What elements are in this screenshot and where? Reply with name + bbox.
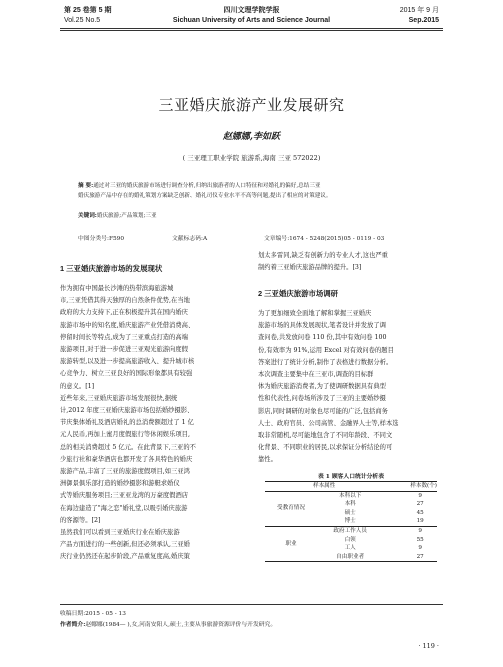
author-affiliation: ( 三亚理工职业学院 旅游系,海南 三亚 572022) bbox=[182, 154, 321, 162]
text-line: 制约着三亚婚庆旅游品牌的提升。[3] bbox=[258, 264, 362, 272]
table-row-value: 27 bbox=[416, 553, 424, 560]
text-line: 虽然我们可以看到三亚婚庆行业在婚庆旅游 bbox=[60, 529, 180, 537]
volume-en: Vol.25 No.5 bbox=[64, 17, 101, 24]
text-line: 计,2012 年度三亚婚庆旅游市场包括婚纱摄影、 bbox=[60, 407, 194, 415]
table-group-occupation: 职业 bbox=[285, 540, 297, 547]
text-line: 靠性。 bbox=[258, 456, 277, 464]
text-line: 在海边建造了"海之恋"婚礼堂,以吸引婚庆旅游 bbox=[60, 504, 188, 512]
text-line: 人士、政府官员、公司高管、金融界人士等,样本选 bbox=[258, 419, 399, 427]
text-line: 庆行业仍然还在起步阶段,产品重复度高,婚庆策 bbox=[60, 553, 190, 561]
text-line: 的意义。[1] bbox=[60, 382, 95, 390]
keywords-label: 关键词: bbox=[78, 213, 97, 219]
text-line: 划太多雷同,缺乏有创新力的专业人才,这也严重 bbox=[258, 252, 388, 259]
abstract-text-2: 婚庆旅游产品中存在的婚礼策划方案缺乏创新、婚礼司仪专业水平不高等问题,提出了相应的对策建议。 bbox=[78, 193, 332, 199]
journal-date bbox=[400, 6, 439, 26]
text-line: 式等婚庆服务项目;三亚亚龙湾的万豪度假酒店 bbox=[60, 492, 189, 500]
table-row-label: 本科以下 bbox=[338, 492, 362, 499]
text-line: 旅游市场的具体发展现状,笔者设计并发放了调 bbox=[258, 322, 386, 330]
text-line: 查问卷,共发放问卷 110 份,其中有效问卷 100 bbox=[258, 334, 387, 342]
table-row-label: 政府工作人员 bbox=[333, 527, 367, 534]
text-line: 旅游市场中的知名度,婚庆旅游产业凭借消费高、 bbox=[60, 321, 195, 329]
header-rule-thin bbox=[60, 30, 443, 31]
page-number: · 119 · bbox=[418, 642, 439, 650]
table-row-value: 55 bbox=[416, 536, 424, 543]
text-line: 节庆集体婚礼及酒店婚礼的总消费额超过了 1 亿 bbox=[60, 419, 194, 427]
article-number: 文章编号:1674 - 5248(2015)05 - 0119 - 03 bbox=[264, 236, 385, 242]
keywords-text: 婚庆旅游;产品策划;三亚 bbox=[96, 213, 157, 219]
document-code: 文献标志码:A bbox=[172, 236, 208, 242]
abstract-line-1 bbox=[78, 181, 428, 191]
text-line: 化背景、不同职业的居民,以求保证分析结论的可 bbox=[258, 444, 393, 452]
right-column-text-bottom bbox=[258, 308, 444, 467]
text-line: 取非常随机,尽可能地包含了不同年龄段、不同文 bbox=[258, 432, 393, 440]
text-line: 性和代表性,问卷场所涉及了三亚的主要婚纱摄 bbox=[258, 395, 386, 403]
left-column-text bbox=[60, 283, 247, 564]
section-2-heading: 2 三亚婚庆旅游市场调研 bbox=[258, 289, 339, 298]
author-bio-label: 作者简介: bbox=[60, 622, 86, 628]
table-row-label: 本科 bbox=[344, 501, 356, 508]
table-row-value: 9 bbox=[418, 492, 422, 499]
article-authors: 赵娜娜,李如跃 bbox=[222, 132, 281, 142]
text-line: 旅游转型,以及进一步提高旅游收入、提升城市核 bbox=[60, 358, 195, 366]
text-line: 体为婚庆旅游消费者,为了使调研数据具有典型 bbox=[258, 383, 386, 391]
text-line: 元人民币,再加上蜜月度假旅行等休闲娱乐项目, bbox=[60, 431, 190, 439]
text-line: 少旅行社和豪华酒店也都开发了各具特色的婚庆 bbox=[60, 455, 193, 463]
text-line: 影店,同时调研的对象也尽可能的广泛,包括商务 bbox=[258, 407, 388, 415]
table-header-count: 样本数(个) bbox=[410, 483, 437, 489]
date-cn: 2015 年 9 月 bbox=[399, 7, 439, 14]
date-en: Sep.2015 bbox=[408, 17, 439, 24]
text-line: 停留时间长等特点,成为了三亚重点打造的高端 bbox=[60, 333, 188, 341]
table-row-label: 硕士 bbox=[344, 509, 356, 516]
journal-name-en: Sichuan University of Arts and Science Journal bbox=[172, 17, 331, 24]
table-row-label: 博士 bbox=[344, 518, 356, 525]
table-header-attribute: 样本属性 bbox=[312, 483, 336, 489]
abstract bbox=[78, 181, 428, 201]
table-row-label: 白领 bbox=[344, 536, 356, 543]
text-line: 产品方面进行的一些创新,但还必须承认,三亚婚 bbox=[60, 541, 190, 549]
table-1-grid bbox=[265, 482, 437, 561]
text-line: 总的相关消费超过 5 亿元。在此背景下,三亚的不 bbox=[60, 443, 196, 451]
table-row-value: 45 bbox=[416, 509, 424, 516]
table-row-value: 9 bbox=[418, 545, 422, 552]
text-line: 答案进行了统计分析,制作了表格进行数据分析。 bbox=[258, 358, 393, 366]
header-rule bbox=[60, 28, 443, 29]
footnote-rule bbox=[60, 604, 443, 605]
abstract-label: 摘 要: bbox=[78, 183, 94, 189]
clc-number: 中图分类号:F590 bbox=[78, 236, 125, 242]
author-bio-text: 赵娜娜(1984— ),女,河南安阳人,硕士,主要从事旅游资源评价与开发研究。 bbox=[85, 622, 277, 628]
right-column-text-top bbox=[258, 250, 444, 274]
table-row-value: 27 bbox=[416, 501, 424, 508]
text-line: 近些年来,三亚婚庆旅游市场发展很快,据统 bbox=[60, 394, 178, 402]
text-line: 作为拥有中国最长沙滩的热带滨海旅游城 bbox=[60, 285, 174, 292]
table-1-caption: 表 1 顾客人口统计分析表 bbox=[317, 474, 385, 480]
text-line: 本次调查主要集中在三亚市,调查的目标群 bbox=[258, 371, 374, 379]
text-line: 市,三亚凭借其得天独厚的自然条件优势,在当地 bbox=[60, 297, 190, 305]
text-line: 旅游产品,丰富了三亚的旅游度假项目,如三亚鸿 bbox=[60, 468, 190, 476]
text-line: 旅游项目,对于进一步促进三亚观光旅游向度假 bbox=[60, 346, 188, 354]
received-date: 收稿日期:2015 - 05 - 13 bbox=[60, 611, 126, 617]
journal-name-cn: 四川文理学院学报 bbox=[223, 7, 280, 14]
table-row-value: 9 bbox=[418, 527, 422, 534]
text-line: 份,有效率为 91%,运用 Excel 对有效问卷的题目 bbox=[258, 346, 394, 354]
table-row-label: 工人 bbox=[344, 545, 356, 552]
table-1 bbox=[265, 481, 437, 562]
text-line: 洲御景俱乐部打造的婚纱摄影和游艇求婚仪 bbox=[60, 480, 180, 488]
volume-cn: 第 25 卷第 5 期 bbox=[64, 7, 112, 14]
table-group-education: 受教育情况 bbox=[277, 505, 305, 512]
table-row-label: 自由职业者 bbox=[336, 553, 365, 560]
table-row-value: 19 bbox=[416, 518, 424, 525]
text-line: 政府的大力支持下,正在积极提升其在国内婚庆 bbox=[60, 309, 188, 317]
section-1-heading: 1 三亚婚庆旅游市场的发展现状 bbox=[60, 264, 163, 273]
author-bio bbox=[60, 619, 276, 628]
abstract-text-1: 通过对三亚的婚庆旅游市场进行调查分析,归纳出旅游者的人口特征和对婚礼的偏好,总结三亚 bbox=[93, 183, 321, 189]
text-line: 心竞争力、树立三亚良好的国际形象都具有较强 bbox=[60, 370, 193, 378]
article-title: 三亚婚庆旅游产业发展研究 bbox=[158, 96, 345, 114]
text-line: 为了更加细致全面地了解和掌握三亚婚庆 bbox=[258, 310, 372, 317]
text-line: 的客源等。[2] bbox=[60, 516, 101, 524]
keywords bbox=[78, 211, 157, 219]
